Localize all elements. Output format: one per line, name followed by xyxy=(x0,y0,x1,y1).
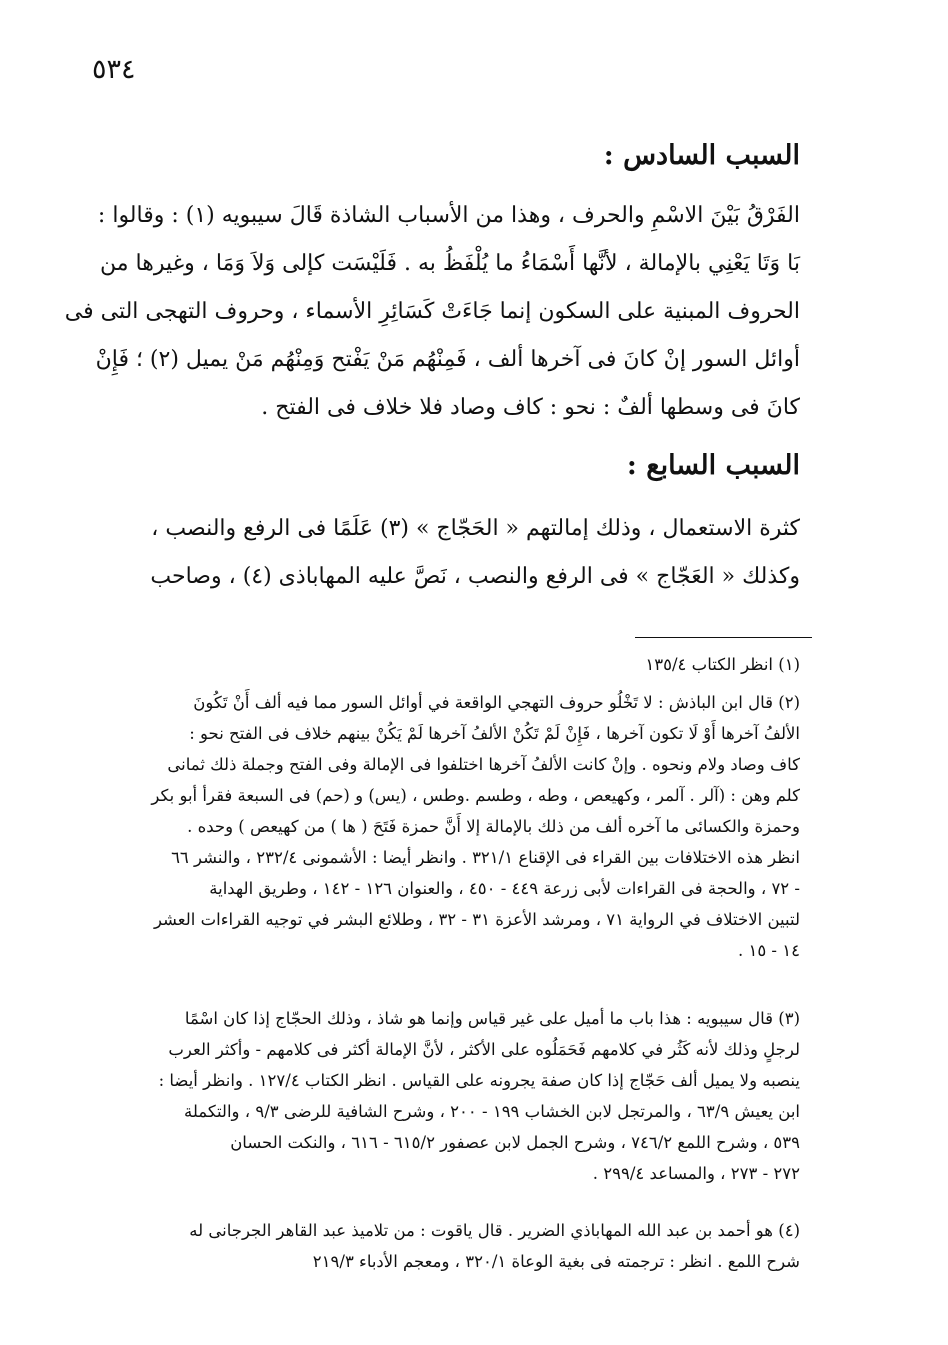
footnote-3-line-2: لرجلٍ وذلك لأنه كَثُر في كلامهم فَحَمَلُوه على الأكثر ، لأنَّ الإمالة أكثر فى كلامهم - وأكثر العرب xyxy=(168,1040,800,1059)
footnote-3-line-5: ٥٣٩ ، وشرح اللمع ٧٤٦/٢ ، وشرح الجمل لابن عصفور ٦١٥/٢ - ٦١٦ ، والنكت الحسان xyxy=(230,1133,800,1152)
footnote-3-line-6: ٢٧٢ - ٢٧٣ ، والمساعد ٢٩٩/٤ . xyxy=(592,1164,800,1183)
section-7-line-2: وكذلك « العَجّاج » فى الرفع والنصب ، نَصَّ عليه المهاباذى (٤) ، وصاحب xyxy=(150,564,800,589)
footnote-2-line-8: لتبين الاختلاف في الرواية ٧١ ، ومرشد الأعزة ٣١ - ٣٢ ، وطلائع البشر في توجيه القراءات العشر xyxy=(153,910,800,929)
footnote-2-line-7: - ٧٢ ، والحجة فى القراءات لأبى زرعة ٤٤٩ - ٤٥٠ ، والعنوان ١٢٦ - ١٤٢ ، وطريق الهداية xyxy=(209,879,800,898)
footnote-1-line-1: (١) انظر الكتاب ١٣٥/٤ xyxy=(645,655,800,674)
footnote-3 xyxy=(110,1003,800,1189)
footnote-3-line-3: ينصبه ولا يميل ألف حَجّاج إذا كان صفة يجرونه على القياس . انظر الكتاب ١٢٧/٤ . وانظر أيضا : xyxy=(158,1071,800,1090)
section-6-line-5: كانَ فى وسطها ألفٌ : نحو : كاف وصاد فلا خلاف فى الفتح . xyxy=(261,395,800,420)
footnote-2-line-3: كاف وصاد ولام ونحوه . وإنْ كانت الألفُ آخرها اختلفوا فى الإمالة وفى الفتح وجملة ذلك ثمانى xyxy=(167,755,800,774)
section-6-line-3: الحروف المبنية على السكون إنما جَاءَتْ كَسَائِرِ الأسماء ، وحروف التهجى التى فى xyxy=(64,299,800,324)
footnote-4-line-2: شرح اللمع . انظر : ترجمته فى بغية الوعاة ٣٢٠/١ ، ومعجم الأدباء ٢١٩/٣ xyxy=(312,1252,800,1271)
footnote-4-line-1: (٤) هو أحمد بن عبد الله المهاباذي الضرير . قال ياقوت : من تلاميذ عبد القاهر الجرجانى له xyxy=(189,1221,800,1240)
section-6-body xyxy=(64,192,800,432)
section-6-heading: السبب السادس : xyxy=(603,140,800,171)
section-7-heading: السبب السابع : xyxy=(626,450,800,481)
footnote-4 xyxy=(110,1215,800,1277)
footnote-separator xyxy=(635,637,812,638)
section-7-body xyxy=(110,505,800,601)
footnote-2-line-4: كلم وهن : (آلر . آلمر ، وكهيعص ، وطه ، وطسم .وطس ، (يس) و (حم) فى السبعة فقرأ أبو بكر xyxy=(151,786,800,805)
page-number: ٥٣٤ xyxy=(92,54,136,85)
footnote-2-line-2: الألفُ آخرها أَوْ لَا تكون آخرها ، فَإِنْ لَمْ تَكُنْ الألفُ آخرها لَمْ يَكُنْ بينهم خلاف فى الفتح نحو : xyxy=(189,724,800,743)
footnote-2-line-9: ١٤ - ١٥ . xyxy=(737,941,800,960)
footnote-3-line-1: (٣) قال سيبويه : هذا باب ما أميل على غير قياس وإنما هو شاذ ، وذلك الحجّاج إذا كان اسْمًا xyxy=(184,1009,800,1028)
section-6-line-2: بَا وَتَا يَعْنِي بالإمالة ، لأنَّها أَسْمَاءُ ما يُلْفَظُ به . فَلَيْسَت كإلى وَلاَ وَمَا ، وغيرها من xyxy=(100,251,800,276)
footnote-2-line-1: (٢) قال ابن الباذش : لا تَخْلُو حروف التهجي الواقعة في أوائل السور مما فيه ألف أَنْ تَكُونَ xyxy=(193,693,800,712)
footnote-2-line-6: انظر هذه الاختلافات بين القراء فى الإقناع ٣٢١/١ . وانظر أيضا : الأشمونى ٢٣٢/٤ ، والنشر ٦٦ xyxy=(171,848,800,867)
footnote-3-line-4: ابن يعيش ٦٣/٩ ، والمرتجل لابن الخشاب ١٩٩ - ٢٠٠ ، وشرح الشافية للرضى ٩/٣ ، والتكملة xyxy=(183,1102,800,1121)
section-7-line-1: كثرة الاستعمال ، وذلك إمالتهم « الحَجّاج » (٣) عَلَمًا فى الرفع والنصب ، xyxy=(151,516,800,541)
section-6-line-4: أوائل السور إنْ كانَ فى آخرها ألف ، فَمِنْهُم مَنْ يَفْتح وَمِنْهُم مَنْ يميل (٢) ؛ فَإِنْ xyxy=(95,347,800,372)
section-6-line-1: الفَرْقُ بَيْنَ الاسْمِ والحرف ، وهذا من الأسباب الشاذة قَالَ سيبويه (١) : وقالوا : xyxy=(97,203,800,228)
footnote-1 xyxy=(110,649,800,680)
footnote-2 xyxy=(110,687,800,966)
footnote-2-line-5: وحمزة والكسائى ما آخره ألف من ذلك بالإمالة إلا أَنَّ حمزة فَتَحَ ( ها ) من كهيعص ) وحده . xyxy=(187,817,800,836)
